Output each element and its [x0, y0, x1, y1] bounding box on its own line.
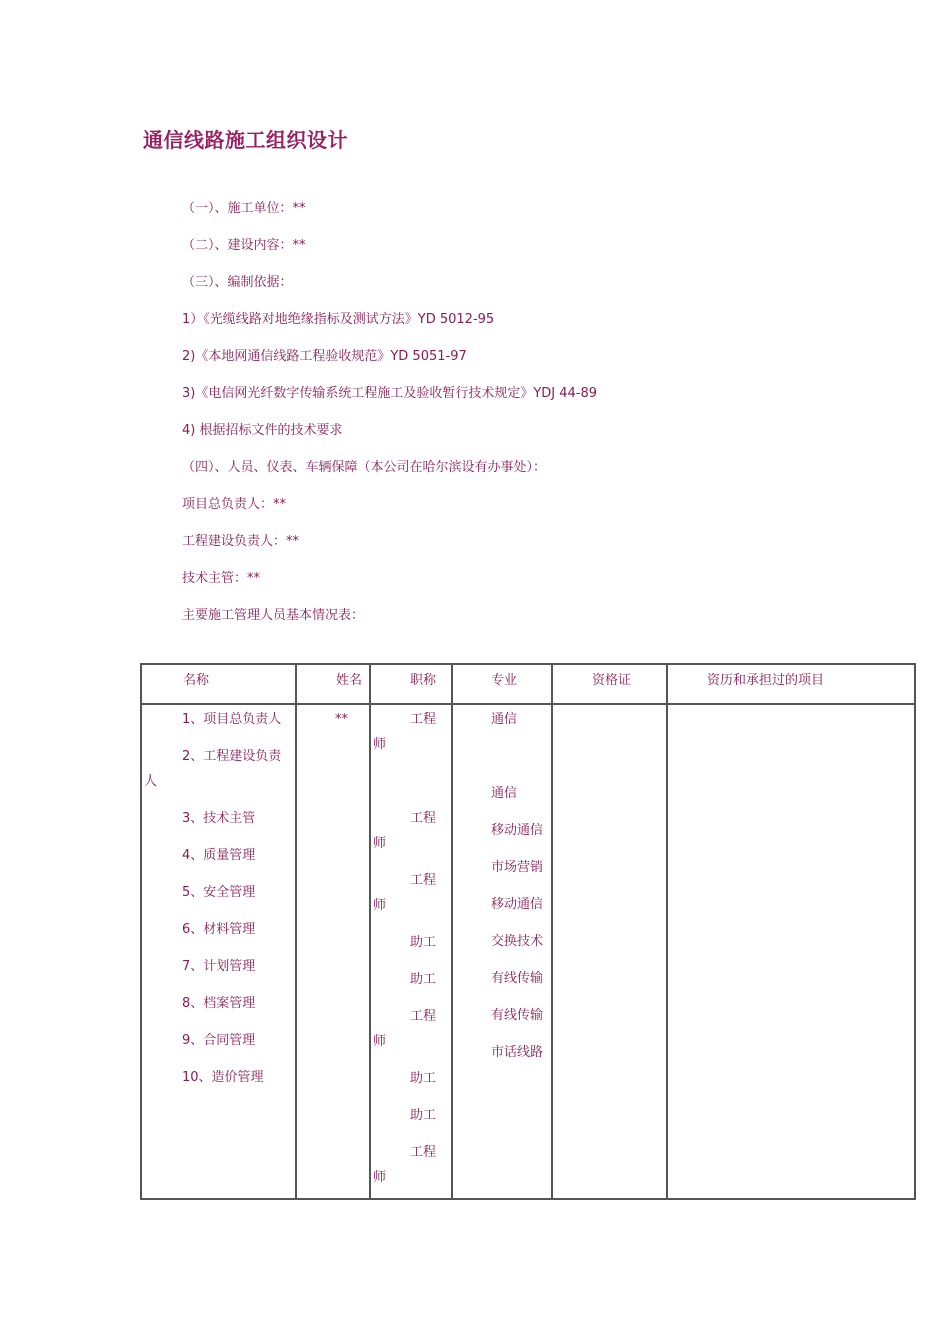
- title-cell: 师: [373, 898, 387, 913]
- title-cell: 工程: [410, 811, 437, 826]
- name-cell: 3、技术主管: [182, 811, 256, 826]
- header-person: 姓名: [336, 673, 363, 688]
- title-cell: 师: [373, 1170, 387, 1185]
- header-experience: 资历和承担过的项目: [707, 673, 825, 688]
- name-cell: 8、档案管理: [182, 996, 256, 1011]
- table-col-divider: [666, 665, 668, 1198]
- table-col-divider: [551, 665, 553, 1198]
- major-cell: 市话线路: [491, 1045, 544, 1060]
- para-staff-heading: （四）、人员、仪表、车辆保障（本公司在哈尔滨设有办事处）：: [182, 460, 547, 475]
- table-col-divider: [451, 665, 453, 1198]
- major-cell: 交换技术: [491, 934, 544, 949]
- name-cell: 10、造价管理: [182, 1070, 264, 1085]
- para-basis-1: 1）《光缆线路对地绝缘指标及测试方法》YD 5012-95: [182, 312, 495, 327]
- para-construction-unit: （一）、施工单位：**: [182, 201, 306, 216]
- table-header-divider: [142, 703, 914, 705]
- title-cell: 助工: [410, 1071, 437, 1086]
- title-cell: 助工: [410, 1108, 437, 1123]
- title-cell: 师: [373, 1034, 387, 1049]
- name-cell: 9、合同管理: [182, 1033, 256, 1048]
- para-basis-2: 2)《本地网通信线路工程验收规范》YD 5051-97: [182, 349, 467, 364]
- header-certificate: 资格证: [592, 673, 632, 688]
- para-engineering-lead: 工程建设负责人：**: [182, 534, 300, 549]
- para-table-caption: 主要施工管理人员基本情况表：: [182, 608, 365, 623]
- person-cell: **: [335, 712, 348, 727]
- name-cell: 2、工程建设负责: [182, 749, 282, 764]
- para-basis-heading: （三）、编制依据：: [182, 275, 293, 290]
- name-cell: 5、安全管理: [182, 885, 256, 900]
- page-title: 通信线路施工组织设计: [143, 128, 348, 152]
- major-cell: 移动通信: [491, 823, 544, 838]
- title-cell: 助工: [410, 935, 437, 950]
- title-cell: 助工: [410, 972, 437, 987]
- para-basis-4: 4) 根据招标文件的技术要求: [182, 423, 343, 438]
- name-cell: 4、质量管理: [182, 848, 256, 863]
- name-cell: 1、项目总负责人: [182, 712, 282, 727]
- header-title: 职称: [410, 673, 437, 688]
- header-major: 专业: [491, 673, 518, 688]
- para-project-lead: 项目总负责人：**: [182, 497, 287, 512]
- name-cell: 人: [144, 774, 158, 789]
- major-cell: 移动通信: [491, 897, 544, 912]
- major-cell: 有线传输: [491, 1008, 544, 1023]
- major-cell: 有线传输: [491, 971, 544, 986]
- title-cell: 工程: [410, 712, 437, 727]
- staff-table: [140, 663, 916, 1200]
- title-cell: 师: [373, 737, 387, 752]
- name-cell: 7、计划管理: [182, 959, 256, 974]
- major-cell: 通信: [491, 786, 518, 801]
- table-col-divider: [295, 665, 297, 1198]
- major-cell: 市场营销: [491, 860, 544, 875]
- para-tech-lead: 技术主管：**: [182, 571, 261, 586]
- name-cell: 6、材料管理: [182, 922, 256, 937]
- major-cell: 通信: [491, 712, 518, 727]
- table-col-divider: [369, 665, 371, 1198]
- title-cell: 工程: [410, 1145, 437, 1160]
- para-basis-3: 3)《电信网光纤数字传输系统工程施工及验收暂行技术规定》YDJ 44-89: [182, 386, 598, 401]
- para-construction-content: （二）、建设内容：**: [182, 238, 306, 253]
- title-cell: 师: [373, 836, 387, 851]
- header-name: 名称: [183, 673, 210, 688]
- title-cell: 工程: [410, 1009, 437, 1024]
- title-cell: 工程: [410, 873, 437, 888]
